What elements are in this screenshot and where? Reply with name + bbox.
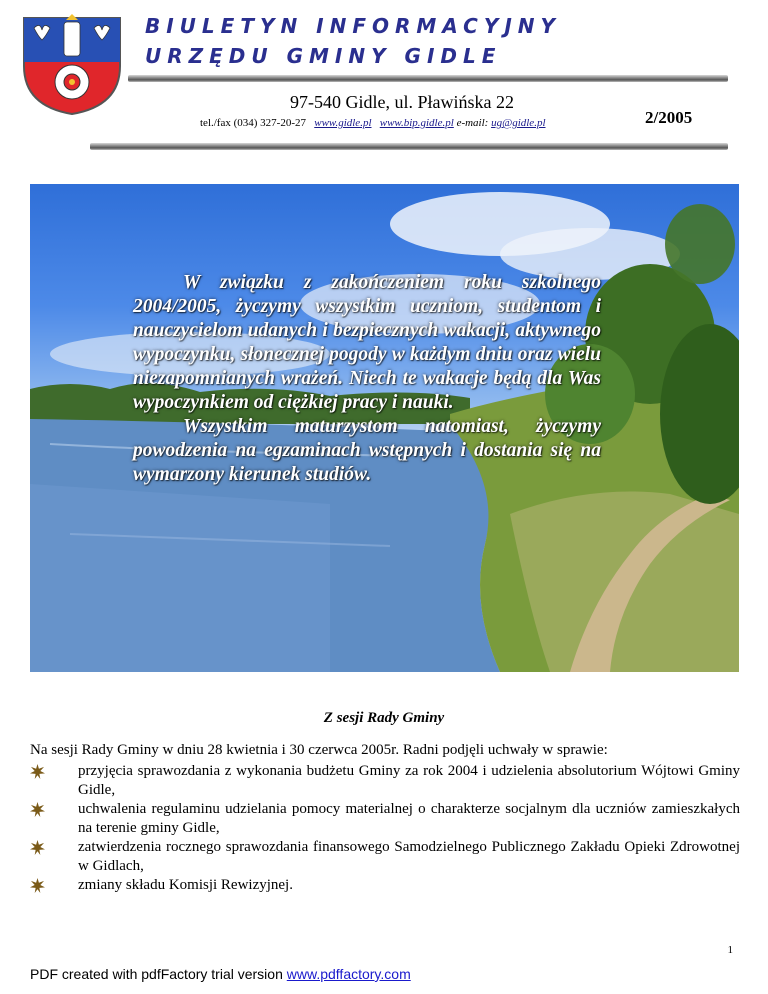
contact-line: [200, 117, 546, 129]
bip-website-link[interactable]: www.bip.gidle.pl: [379, 117, 454, 129]
bulletin-title-line2: URZĘDU GMINY GIDLE: [145, 44, 502, 68]
website-link[interactable]: www.gidle.pl: [314, 117, 372, 129]
list-item: [30, 762, 740, 800]
list-item: [30, 838, 740, 876]
resolution-text: uchwalenia regulaminu udzielania pomocy materialnej o charakterze socjalnym dla uczniów zamieszkałych na terenie gminy Gidle,: [78, 801, 740, 836]
lake-photo: [30, 184, 739, 672]
star-bullet-icon: [30, 802, 45, 817]
resolution-text: zatwierdzenia rocznego sprawozdania finansowego Samodzielnego Publicznego Zakładu Opieki Zdrowotnej w Gidlach,: [78, 839, 740, 874]
issue-number: 2/2005: [645, 108, 693, 127]
footer-text: PDF created with pdfFactory trial version: [30, 966, 283, 982]
pdf-footer: [30, 966, 411, 982]
session-intro: Na sesji Rady Gminy w dniu 28 kwietnia i 30 czerwca 2005r. Radni podjęli uchwały w sprawie:: [30, 742, 608, 758]
email-label: e-mail:: [456, 117, 489, 129]
greeting-paragraph-2: Wszystkim maturzystom natomiast, życzymy powodzenia na egzaminach wstępnych i dostania się na wymarzony kierunek studiów.: [133, 416, 601, 485]
phone-number: tel./fax (034) 327-20-27: [200, 117, 306, 129]
email-link[interactable]: ug@gidle.pl: [491, 117, 546, 129]
bulletin-title-line1: BIULETYN INFORMACYJNY: [145, 14, 561, 38]
resolution-text: zmiany składu Komisji Rewizyjnej.: [78, 877, 293, 893]
header-divider-top: [128, 75, 728, 82]
star-bullet-icon: [30, 764, 45, 779]
section-title: Z sesji Rady Gminy: [323, 710, 445, 726]
pdffactory-link[interactable]: www.pdffactory.com: [286, 966, 411, 982]
star-bullet-icon: [30, 878, 45, 893]
list-item: [30, 876, 740, 895]
list-item: [30, 800, 740, 838]
office-address: 97-540 Gidle, ul. Pławińska 22: [290, 92, 514, 112]
greeting-text: [133, 271, 601, 487]
page-number: 1: [727, 944, 733, 956]
star-bullet-icon: [30, 840, 45, 855]
coat-of-arms-icon: [20, 14, 124, 118]
resolutions-list: [30, 762, 740, 895]
header-divider-bottom: [90, 143, 728, 150]
greeting-paragraph-1: W związku z zakończeniem roku szkolnego 2004/2005, życzymy wszystkim uczniom, studentom i nauczycielom udanych i bezpiecznych wakacji, aktywnego wypoczynku, słonecznej pogody w każdym dniu oraz wielu niezapomnianych wrażeń. Niech te wakacje będą dla Was wypoczynkiem od ciężkiej pracy i nauki.: [133, 272, 601, 413]
resolution-text: przyjęcia sprawozdania z wykonania budżetu Gminy za rok 2004 i udzielenia absolutorium Wójtowi Gminy Gidle,: [78, 763, 740, 798]
